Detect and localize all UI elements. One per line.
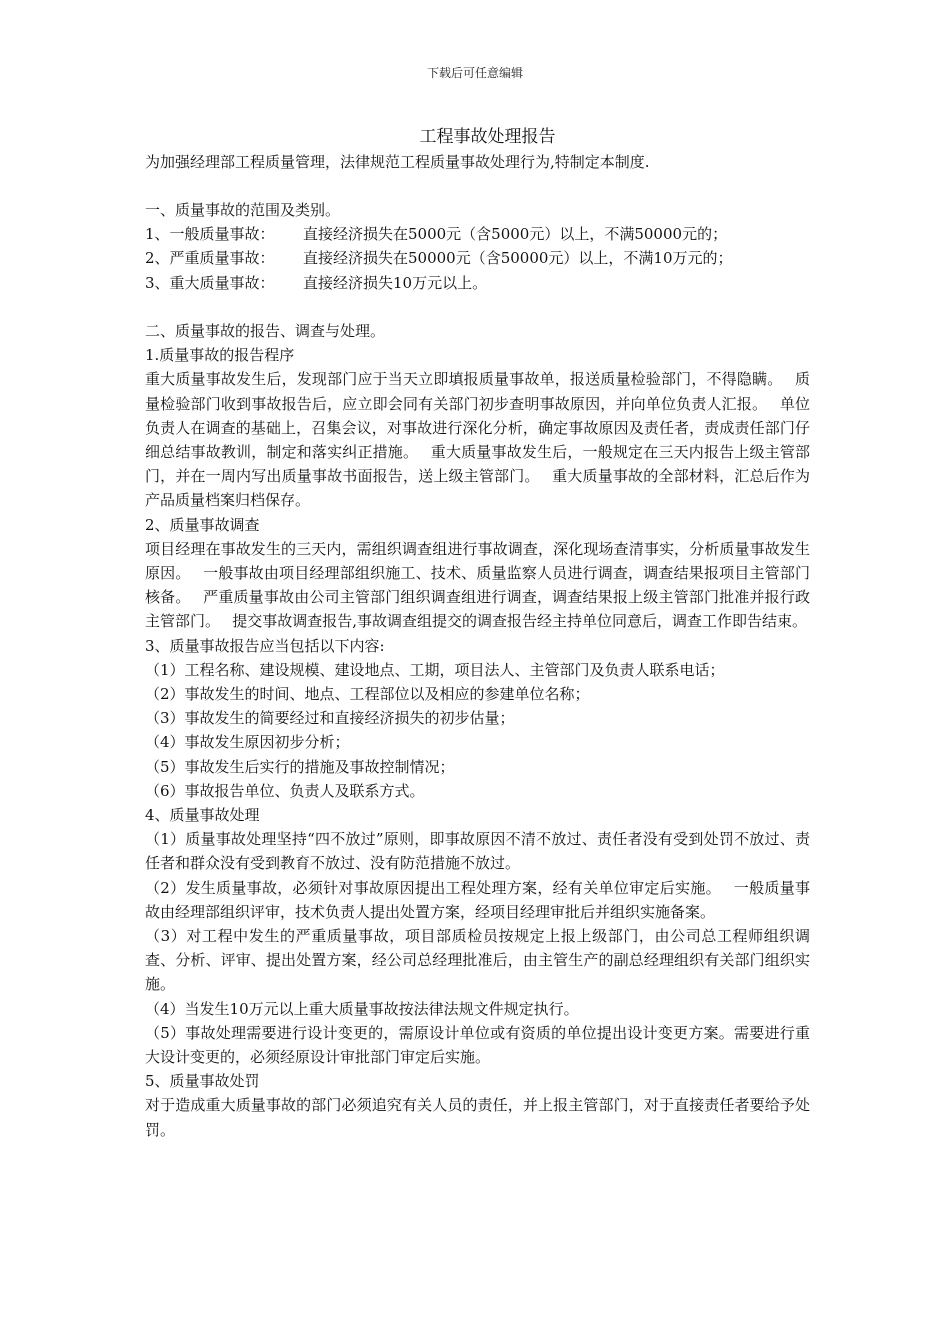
list-item: （6）事故报告单位、负责人及联系方式。 — [145, 781, 425, 800]
page-header-note: 下载后可任意编辑 — [426, 66, 523, 80]
penalty-paragraph: 对于造成重大质量事故的部门必须追究有关人员的责任，并上报主管部门，对于直接责任者要给予处罚。 — [145, 1096, 810, 1139]
list-item: （4）当发生10万元以上重大质量事故按法律法规文件规定执行。 — [145, 999, 579, 1018]
subsection-heading: 2、质量事故调查 — [145, 515, 260, 534]
list-item: （5）事故处理需要进行设计变更的，需原设计单位或有资质的单位提出设计变更方案。需要进行重大设计变更的，必须经原设计审批部门审定后实施。 — [145, 1023, 810, 1066]
subsection-heading: 1.质量事故的报告程序 — [145, 346, 295, 365]
subsection-heading: 3、质量事故报告应当包括以下内容: — [145, 636, 385, 655]
category-description: 直接经济损失在5000元（含5000元）以上，不满50000元的； — [303, 225, 728, 244]
list-item: （4）事故发生原因初步分析； — [145, 733, 350, 752]
report-procedure-paragraph: 重大质量事故发生后，发现部门应于当天立即填报质量事故单，报送质量检验部门，不得隐瞒。 质量检验部门收到事故报告后，应立即会同有关部门初步查明事故原因，并向单位负责人汇报。 单位负责人在调查的基础上，召集会议，对事故进行深化分析，确定事故原因及责任者，责成责任部门仔细总结事故教训，制定和落实纠正措施。 重大质量事故发生后，一般规定在三天内报告上级主管部门，并在一周内写出质量事故书面报告，送上级主管部门。 重大质量事故的全部材料，汇总后作为产品质量档案归档保存。 — [145, 370, 810, 510]
category-label: 2、严重质量事故： — [145, 249, 275, 268]
list-item: （5）事故发生后实行的措施及事故控制情况； — [145, 757, 455, 776]
list-item: （2）事故发生的时间、地点、工程部位以及相应的参建单位名称； — [145, 684, 590, 703]
category-description: 直接经济损失10万元以上。 — [303, 273, 488, 292]
category-label: 3、重大质量事故： — [145, 273, 275, 292]
section2-heading: 二、质量事故的报告、调查与处理。 — [145, 321, 386, 340]
intro-paragraph: 为加强经理部工程质量管理，法律规范工程质量事故处理行为,特制定本制度. — [145, 152, 650, 171]
subsection-heading: 5、质量事故处罚 — [145, 1072, 260, 1091]
list-item: （3）对工程中发生的严重质量事故，项目部质检员按规定上报上级部门，由公司总工程师组织调查、分析、评审、提出处置方案，经公司总经理批准后，由主管生产的副总经理组织有关部门组织实施。 — [145, 926, 810, 994]
list-item: （2）发生质量事故，必须针对事故原因提出工程处理方案，经有关单位审定后实施。 一般质量事故由经理部组织评审，技术负责人提出处置方案，经项目经理审批后并组织实施备案。 — [145, 878, 810, 921]
subsection-heading: 4、质量事故处理 — [145, 805, 260, 824]
category-row — [145, 271, 810, 295]
blank-line — [145, 295, 810, 319]
category-description: 直接经济损失在50000元（含50000元）以上，不满10万元的； — [303, 249, 733, 268]
blank-line — [145, 174, 810, 198]
investigation-paragraph: 项目经理在事故发生的三天内，需组织调查组进行事故调查，深化现场查清事实，分析质量事故发生原因。 一般事故由项目经理部组织施工、技术、质量监察人员进行调查，调查结果报项目主管部门核备。 严重质量事故由公司主管部门组织调查组进行调查，调查结果报上级主管部门批准并报行政主管部门。 提交事故调查报告,事故调查组提交的调查报告经主持单位同意后，调查工作即告结束。 — [145, 539, 810, 631]
category-row — [145, 246, 810, 270]
category-row — [145, 222, 810, 246]
category-label: 1、一般质量事故： — [145, 225, 275, 244]
section1-heading: 一、质量事故的范围及类别。 — [145, 200, 341, 219]
list-item: （1）质量事故处理坚持“四不放过”原则，即事故原因不清不放过、责任者没有受到处罚不放过、责任者和群众没有受到教育不放过、没有防范措施不放过。 — [145, 830, 810, 873]
list-item: （3）事故发生的简要经过和直接经济损失的初步估量； — [145, 709, 515, 728]
document-title: 工程事故处理报告 — [419, 127, 556, 147]
list-item: （1）工程名称、建设规模、建设地点、工期，项目法人、主管部门及负责人联系电话； — [145, 660, 725, 679]
document-body — [145, 125, 810, 1142]
